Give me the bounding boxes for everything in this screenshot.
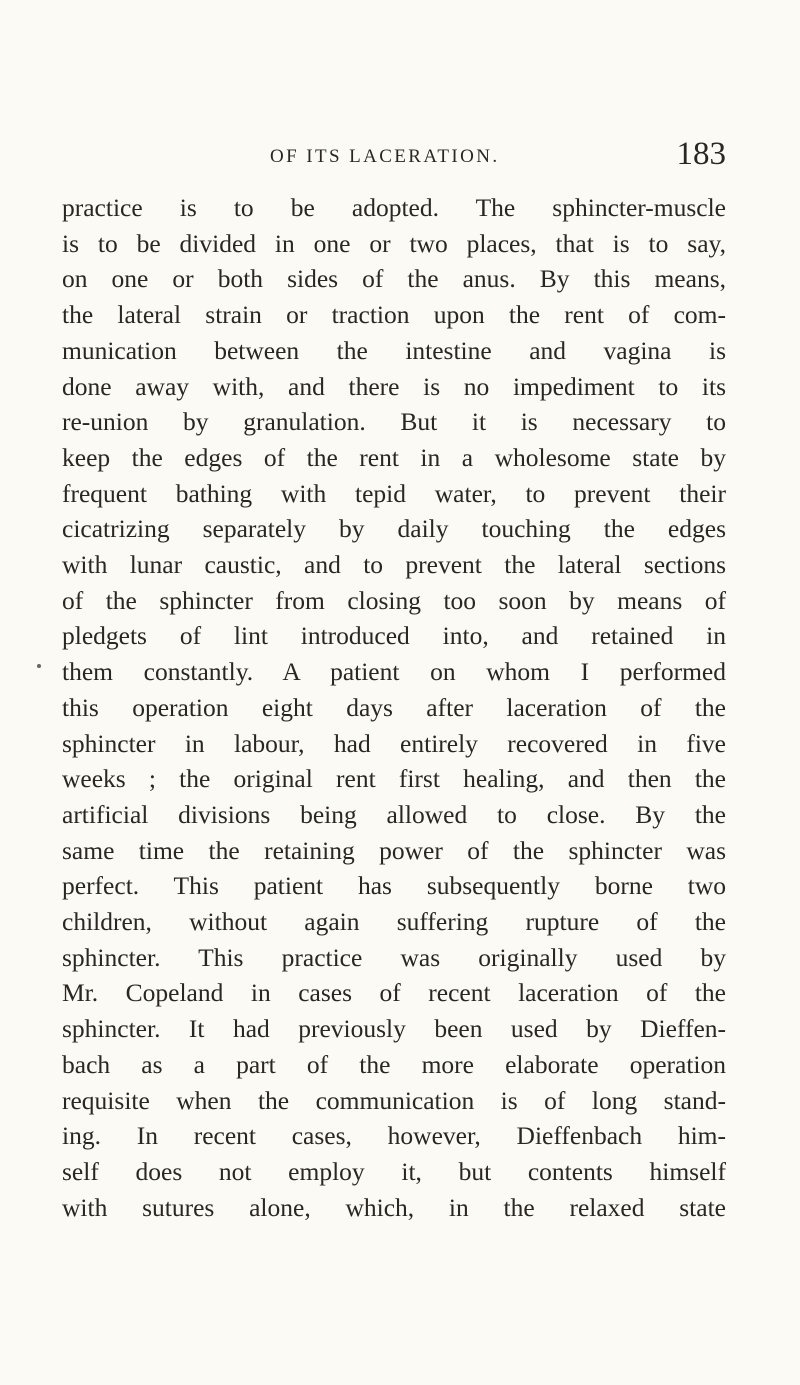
text-line: cicatrizing separately by daily touching the edges bbox=[62, 514, 726, 544]
text-line: self does not employ it, but contents himself bbox=[62, 1156, 726, 1186]
text-line: bach as a part of the more elaborate operation bbox=[62, 1049, 726, 1079]
running-title: OF ITS LACERATION. bbox=[270, 146, 500, 167]
text-line: Mr. Copeland in cases of recent laceration of the bbox=[62, 978, 726, 1008]
text-line: sphincter. This practice was originally used by bbox=[62, 942, 726, 972]
text-line: munication between the intestine and vagina is bbox=[62, 335, 726, 365]
text-line: keep the edges of the rent in a wholesome state by bbox=[62, 442, 726, 472]
text-line: sphincter. It had previously been used by Dieffen- bbox=[62, 1014, 726, 1044]
text-line: done away with, and there is no impediment to its bbox=[62, 371, 726, 401]
text-line: frequent bathing with tepid water, to prevent their bbox=[62, 478, 726, 508]
running-head bbox=[270, 138, 726, 178]
page-number: 183 bbox=[676, 136, 726, 172]
text-line: weeks ; the original rent first healing, and then the bbox=[62, 764, 726, 794]
text-line: with sutures alone, which, in the relaxed state bbox=[62, 1192, 726, 1222]
text-line: the lateral strain or traction upon the rent of com- bbox=[62, 300, 726, 330]
text-line: practice is to be adopted. The sphincter-muscle bbox=[62, 193, 726, 222]
text-line: perfect. This patient has subsequently borne two bbox=[62, 871, 726, 901]
margin-dot bbox=[37, 664, 41, 668]
text-line: is to be divided in one or two places, that is to say, bbox=[62, 228, 726, 258]
text-line: them constantly. A patient on whom I performed bbox=[62, 657, 726, 687]
text-line: children, without again suffering rupture of the bbox=[62, 907, 726, 937]
text-line: pledgets of lint introduced into, and retained in bbox=[62, 621, 726, 651]
text-line: of the sphincter from closing too soon by means of bbox=[62, 585, 726, 615]
body-text bbox=[62, 190, 726, 1225]
text-line: ing. In recent cases, however, Dieffenbach him- bbox=[62, 1121, 726, 1151]
text-line: on one or both sides of the anus. By this means, bbox=[62, 264, 726, 294]
text-line: requisite when the communication is of long stand- bbox=[62, 1085, 726, 1115]
text-line: artificial divisions being allowed to close. By the bbox=[62, 799, 726, 829]
text-line: re-union by granulation. But it is necessary to bbox=[62, 407, 726, 437]
text-line: sphincter in labour, had entirely recovered in five bbox=[62, 728, 726, 758]
text-line: with lunar caustic, and to prevent the lateral sections bbox=[62, 550, 726, 580]
text-line: same time the retaining power of the sphincter was bbox=[62, 835, 726, 865]
text-line: this operation eight days after laceration of the bbox=[62, 692, 726, 722]
